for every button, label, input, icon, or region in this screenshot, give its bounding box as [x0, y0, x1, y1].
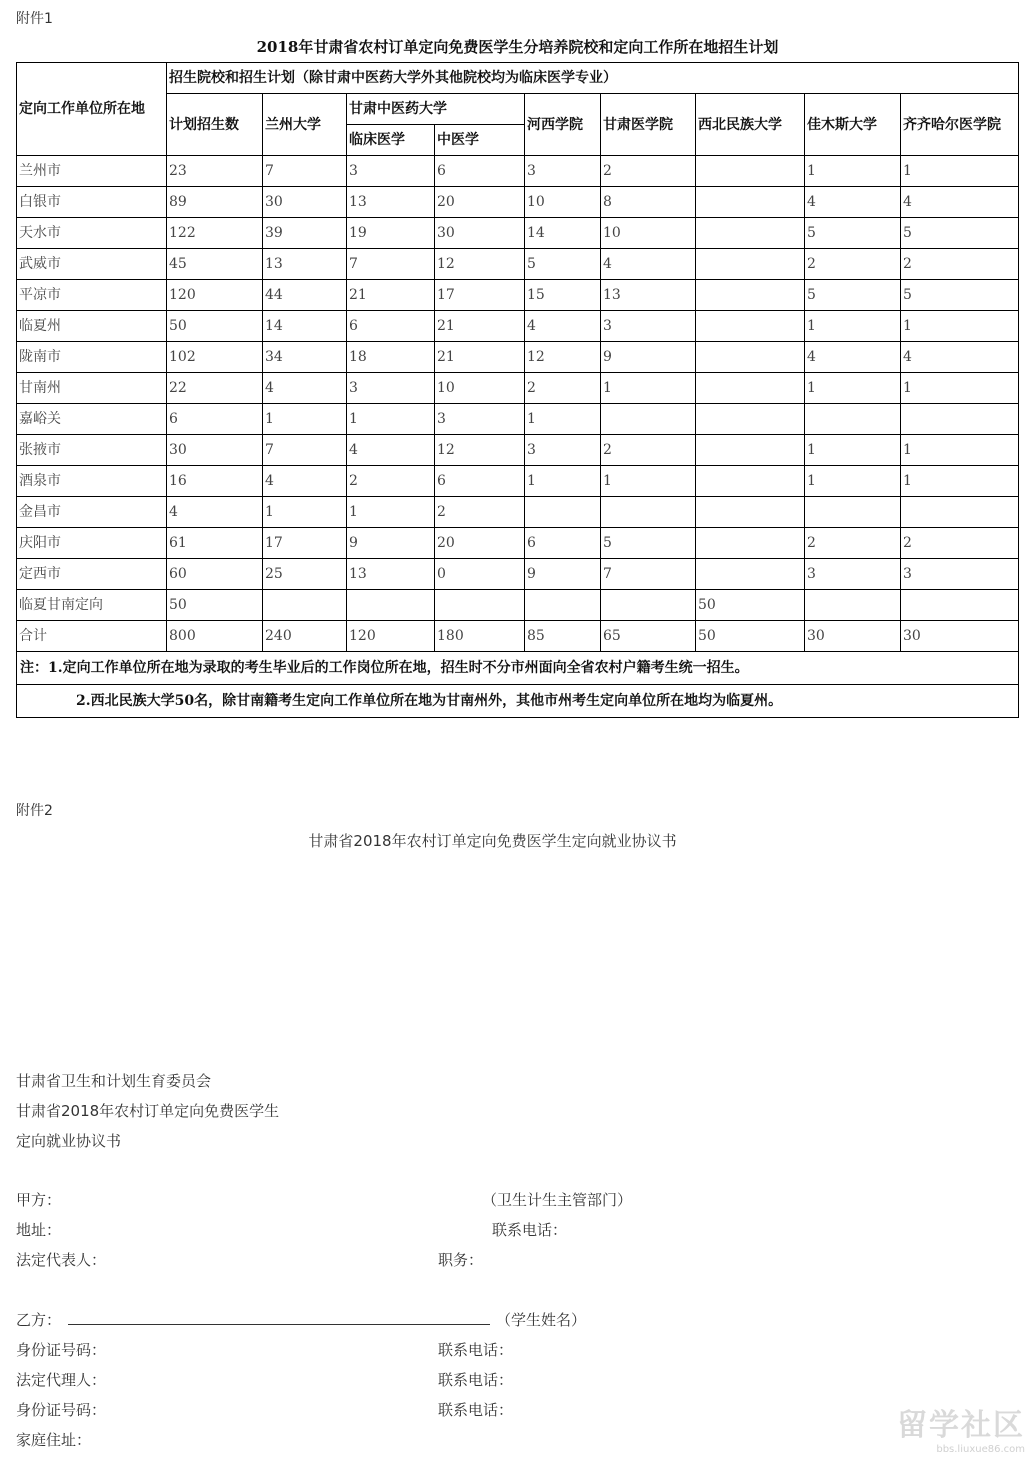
attachment2-label: 附件2	[16, 803, 53, 819]
table-cell: 1	[901, 156, 1019, 187]
watermark-logo: 留学社区	[897, 1408, 1025, 1443]
table-row	[17, 156, 1019, 187]
table-cell: 1	[805, 156, 901, 187]
table-cell: 1	[601, 373, 696, 404]
table-cell: 0	[435, 559, 525, 590]
table-cell: 5	[601, 528, 696, 559]
table-cell: 3	[435, 404, 525, 435]
row-location: 酒泉市	[17, 466, 167, 497]
table-cell: 1	[805, 373, 901, 404]
table-cell: 19	[347, 218, 435, 249]
table-cell: 85	[525, 621, 601, 652]
table-cell: 13	[601, 280, 696, 311]
table-row	[17, 590, 1019, 621]
table-cell: 1	[805, 435, 901, 466]
table-cell	[696, 497, 805, 528]
table-row	[17, 280, 1019, 311]
table-cell: 12	[435, 435, 525, 466]
header-unit-location: 定向工作单位所在地	[17, 63, 167, 156]
table-cell	[525, 590, 601, 621]
header-hexi-university: 河西学院	[525, 94, 601, 156]
table-cell: 5	[805, 218, 901, 249]
header-qiqihar-medical-university: 齐齐哈尔医学院	[901, 94, 1019, 156]
table-cell: 4	[601, 249, 696, 280]
table-cell: 12	[435, 249, 525, 280]
party-b-label: 乙方：	[16, 1311, 62, 1329]
table-cell	[601, 590, 696, 621]
plan-table-title: 2018年甘肃省农村订单定向免费医学生分培养院校和定向工作所在地招生计划	[256, 38, 779, 56]
table-cell	[696, 528, 805, 559]
row-location: 白银市	[17, 187, 167, 218]
table-cell: 5	[901, 218, 1019, 249]
table-cell: 15	[525, 280, 601, 311]
table-cell: 3	[601, 311, 696, 342]
table-cell: 240	[263, 621, 347, 652]
table-cell	[696, 218, 805, 249]
legal-rep-label: 法定代表人：	[16, 1251, 107, 1269]
table-cell: 1	[601, 466, 696, 497]
table-cell: 21	[435, 342, 525, 373]
table-cell: 3	[525, 156, 601, 187]
table-cell: 4	[167, 497, 263, 528]
table-cell: 1	[805, 311, 901, 342]
table-cell	[901, 404, 1019, 435]
row-location: 武威市	[17, 249, 167, 280]
table-cell	[696, 435, 805, 466]
table-row	[17, 435, 1019, 466]
row-location: 天水市	[17, 218, 167, 249]
table-cell	[696, 280, 805, 311]
header-lanzhou-university: 兰州大学	[263, 94, 347, 156]
table-cell: 1	[805, 466, 901, 497]
row-location: 合计	[17, 621, 167, 652]
table-row	[17, 373, 1019, 404]
table-cell	[696, 373, 805, 404]
table-cell: 122	[167, 218, 263, 249]
table-cell: 50	[167, 311, 263, 342]
row-location: 临夏甘南定向	[17, 590, 167, 621]
table-cell: 10	[601, 218, 696, 249]
table-cell: 89	[167, 187, 263, 218]
student-name-blank	[68, 1324, 490, 1325]
table-row	[17, 187, 1019, 218]
table-cell	[696, 342, 805, 373]
table-cell: 30	[167, 435, 263, 466]
table-cell: 2	[601, 435, 696, 466]
table-cell: 2	[901, 249, 1019, 280]
table-cell	[601, 497, 696, 528]
table-cell: 13	[347, 559, 435, 590]
row-location: 金昌市	[17, 497, 167, 528]
header-planned-count: 计划招生数	[167, 94, 263, 156]
table-cell	[696, 249, 805, 280]
table-cell: 120	[347, 621, 435, 652]
party-a-dept-note: （卫生计生主管部门）	[482, 1191, 633, 1209]
table-cell: 1	[525, 466, 601, 497]
table-cell: 2	[805, 528, 901, 559]
table-cell	[805, 404, 901, 435]
table-cell: 4	[347, 435, 435, 466]
table-cell: 1	[901, 311, 1019, 342]
table-cell: 3	[901, 559, 1019, 590]
table-cell: 5	[805, 280, 901, 311]
table-row	[17, 497, 1019, 528]
table-row	[17, 218, 1019, 249]
table-cell: 30	[901, 621, 1019, 652]
table-row	[17, 528, 1019, 559]
row-location: 张掖市	[17, 435, 167, 466]
table-cell: 6	[525, 528, 601, 559]
agent-id-number-label: 身份证号码：	[16, 1401, 107, 1419]
id-number-label: 身份证号码：	[16, 1341, 107, 1359]
table-cell: 22	[167, 373, 263, 404]
legal-agent-phone-label: 联系电话：	[438, 1371, 514, 1389]
table-cell: 17	[263, 528, 347, 559]
table-cell: 2	[435, 497, 525, 528]
table-cell: 3	[347, 373, 435, 404]
table-cell	[901, 497, 1019, 528]
table-row	[17, 621, 1019, 652]
table-cell: 65	[601, 621, 696, 652]
table-cell: 18	[347, 342, 435, 373]
table-cell: 102	[167, 342, 263, 373]
table-cell: 7	[347, 249, 435, 280]
table-cell	[696, 559, 805, 590]
row-location: 陇南市	[17, 342, 167, 373]
table-cell: 13	[347, 187, 435, 218]
table-cell: 4	[525, 311, 601, 342]
table-cell	[696, 156, 805, 187]
table-cell: 23	[167, 156, 263, 187]
table-cell: 1	[901, 373, 1019, 404]
table-cell: 44	[263, 280, 347, 311]
table-cell: 1	[901, 466, 1019, 497]
table-cell	[696, 187, 805, 218]
table-row	[17, 342, 1019, 373]
table-cell: 30	[435, 218, 525, 249]
table-cell: 1	[347, 404, 435, 435]
table-cell: 21	[347, 280, 435, 311]
table-cell: 34	[263, 342, 347, 373]
table-cell: 3	[805, 559, 901, 590]
table-cell: 9	[347, 528, 435, 559]
table-cell: 39	[263, 218, 347, 249]
table-cell: 30	[805, 621, 901, 652]
table-cell: 1	[263, 497, 347, 528]
table-cell: 4	[805, 342, 901, 373]
header-school-group: 招生院校和招生计划（除甘肃中医药大学外其他院校均为临床医学专业）	[167, 63, 1019, 94]
table-cell	[805, 590, 901, 621]
agreement-title: 甘肃省2018年农村订单定向免费医学生定向就业协议书	[308, 832, 677, 850]
table-cell: 10	[525, 187, 601, 218]
table-cell: 800	[167, 621, 263, 652]
table-cell: 4	[901, 342, 1019, 373]
row-location: 嘉峪关	[17, 404, 167, 435]
table-cell: 7	[601, 559, 696, 590]
table-cell: 8	[601, 187, 696, 218]
table-cell	[263, 590, 347, 621]
table-cell: 9	[525, 559, 601, 590]
table-cell: 2	[347, 466, 435, 497]
enrollment-plan-table	[16, 62, 1019, 718]
table-cell	[525, 497, 601, 528]
table-cell: 6	[167, 404, 263, 435]
party-a-label: 甲方：	[16, 1191, 62, 1209]
org-line-1: 甘肃省卫生和计划生育委员会	[16, 1072, 212, 1090]
header-gansu-tcm-university: 甘肃中医药大学	[347, 94, 525, 125]
table-cell: 45	[167, 249, 263, 280]
row-location: 平凉市	[17, 280, 167, 311]
table-cell: 2	[601, 156, 696, 187]
table-cell: 14	[525, 218, 601, 249]
header-clinical-medicine: 临床医学	[347, 125, 435, 156]
agent-phone-label: 联系电话：	[438, 1401, 514, 1419]
table-cell	[347, 590, 435, 621]
table-note-2	[17, 685, 1019, 718]
table-cell: 4	[263, 373, 347, 404]
attachment1-label: 附件1	[16, 11, 53, 27]
table-cell: 50	[167, 590, 263, 621]
header-jiamusi-university: 佳木斯大学	[805, 94, 901, 156]
table-cell: 6	[435, 466, 525, 497]
table-cell: 120	[167, 280, 263, 311]
table-row	[17, 311, 1019, 342]
watermark-url: bbs.liuxue86.com	[936, 1444, 1025, 1455]
table-note-2-text: 2.西北民族大学50名，除甘南籍考生定向工作单位所在地为甘南州外，其他市州考生定向单位所在地均为临夏州。	[76, 693, 783, 709]
table-cell: 1	[901, 435, 1019, 466]
table-cell: 4	[901, 187, 1019, 218]
row-location: 甘南州	[17, 373, 167, 404]
party-a-phone-label: 联系电话：	[492, 1221, 568, 1239]
table-cell: 13	[263, 249, 347, 280]
table-row	[17, 249, 1019, 280]
table-cell: 50	[696, 590, 805, 621]
home-address-label: 家庭住址：	[16, 1431, 92, 1449]
table-cell	[601, 404, 696, 435]
table-cell: 21	[435, 311, 525, 342]
table-cell: 3	[525, 435, 601, 466]
table-cell: 5	[525, 249, 601, 280]
table-cell: 20	[435, 528, 525, 559]
table-cell: 3	[347, 156, 435, 187]
site-watermark	[897, 1400, 1025, 1455]
table-cell: 16	[167, 466, 263, 497]
table-cell: 7	[263, 156, 347, 187]
table-cell: 180	[435, 621, 525, 652]
party-b-phone-label: 联系电话：	[438, 1341, 514, 1359]
position-label: 职务：	[438, 1251, 484, 1269]
table-cell: 12	[525, 342, 601, 373]
table-cell: 4	[805, 187, 901, 218]
org-line-2: 甘肃省2018年农村订单定向免费医学生	[16, 1102, 280, 1120]
table-cell: 2	[901, 528, 1019, 559]
table-cell	[901, 590, 1019, 621]
student-name-note: （学生姓名）	[496, 1311, 587, 1329]
table-cell: 2	[525, 373, 601, 404]
table-cell: 30	[263, 187, 347, 218]
table-cell: 1	[525, 404, 601, 435]
table-row	[17, 404, 1019, 435]
legal-agent-label: 法定代理人：	[16, 1371, 107, 1389]
header-chinese-medicine: 中医学	[435, 125, 525, 156]
row-location: 定西市	[17, 559, 167, 590]
table-cell: 6	[435, 156, 525, 187]
table-cell: 6	[347, 311, 435, 342]
table-row	[17, 466, 1019, 497]
row-location: 兰州市	[17, 156, 167, 187]
table-cell	[696, 311, 805, 342]
table-cell: 50	[696, 621, 805, 652]
table-cell: 14	[263, 311, 347, 342]
header-gansu-medical-college: 甘肃医学院	[601, 94, 696, 156]
row-location: 庆阳市	[17, 528, 167, 559]
table-cell: 25	[263, 559, 347, 590]
table-row	[17, 559, 1019, 590]
table-cell: 2	[805, 249, 901, 280]
table-cell: 20	[435, 187, 525, 218]
table-cell: 1	[263, 404, 347, 435]
table-cell: 1	[347, 497, 435, 528]
table-cell: 61	[167, 528, 263, 559]
table-cell: 9	[601, 342, 696, 373]
table-cell: 4	[263, 466, 347, 497]
table-cell: 5	[901, 280, 1019, 311]
org-line-3: 定向就业协议书	[16, 1132, 122, 1150]
table-cell: 60	[167, 559, 263, 590]
table-cell	[696, 404, 805, 435]
table-cell	[696, 466, 805, 497]
table-cell	[435, 590, 525, 621]
table-cell: 7	[263, 435, 347, 466]
table-note-1: 注：1.定向工作单位所在地为录取的考生毕业后的工作岗位所在地，招生时不分市州面向全省农村户籍考生统一招生。	[17, 652, 1019, 685]
table-cell: 17	[435, 280, 525, 311]
address-label: 地址：	[16, 1221, 62, 1239]
table-cell: 10	[435, 373, 525, 404]
header-northwest-minzu-university: 西北民族大学	[696, 94, 805, 156]
row-location: 临夏州	[17, 311, 167, 342]
table-cell	[805, 497, 901, 528]
